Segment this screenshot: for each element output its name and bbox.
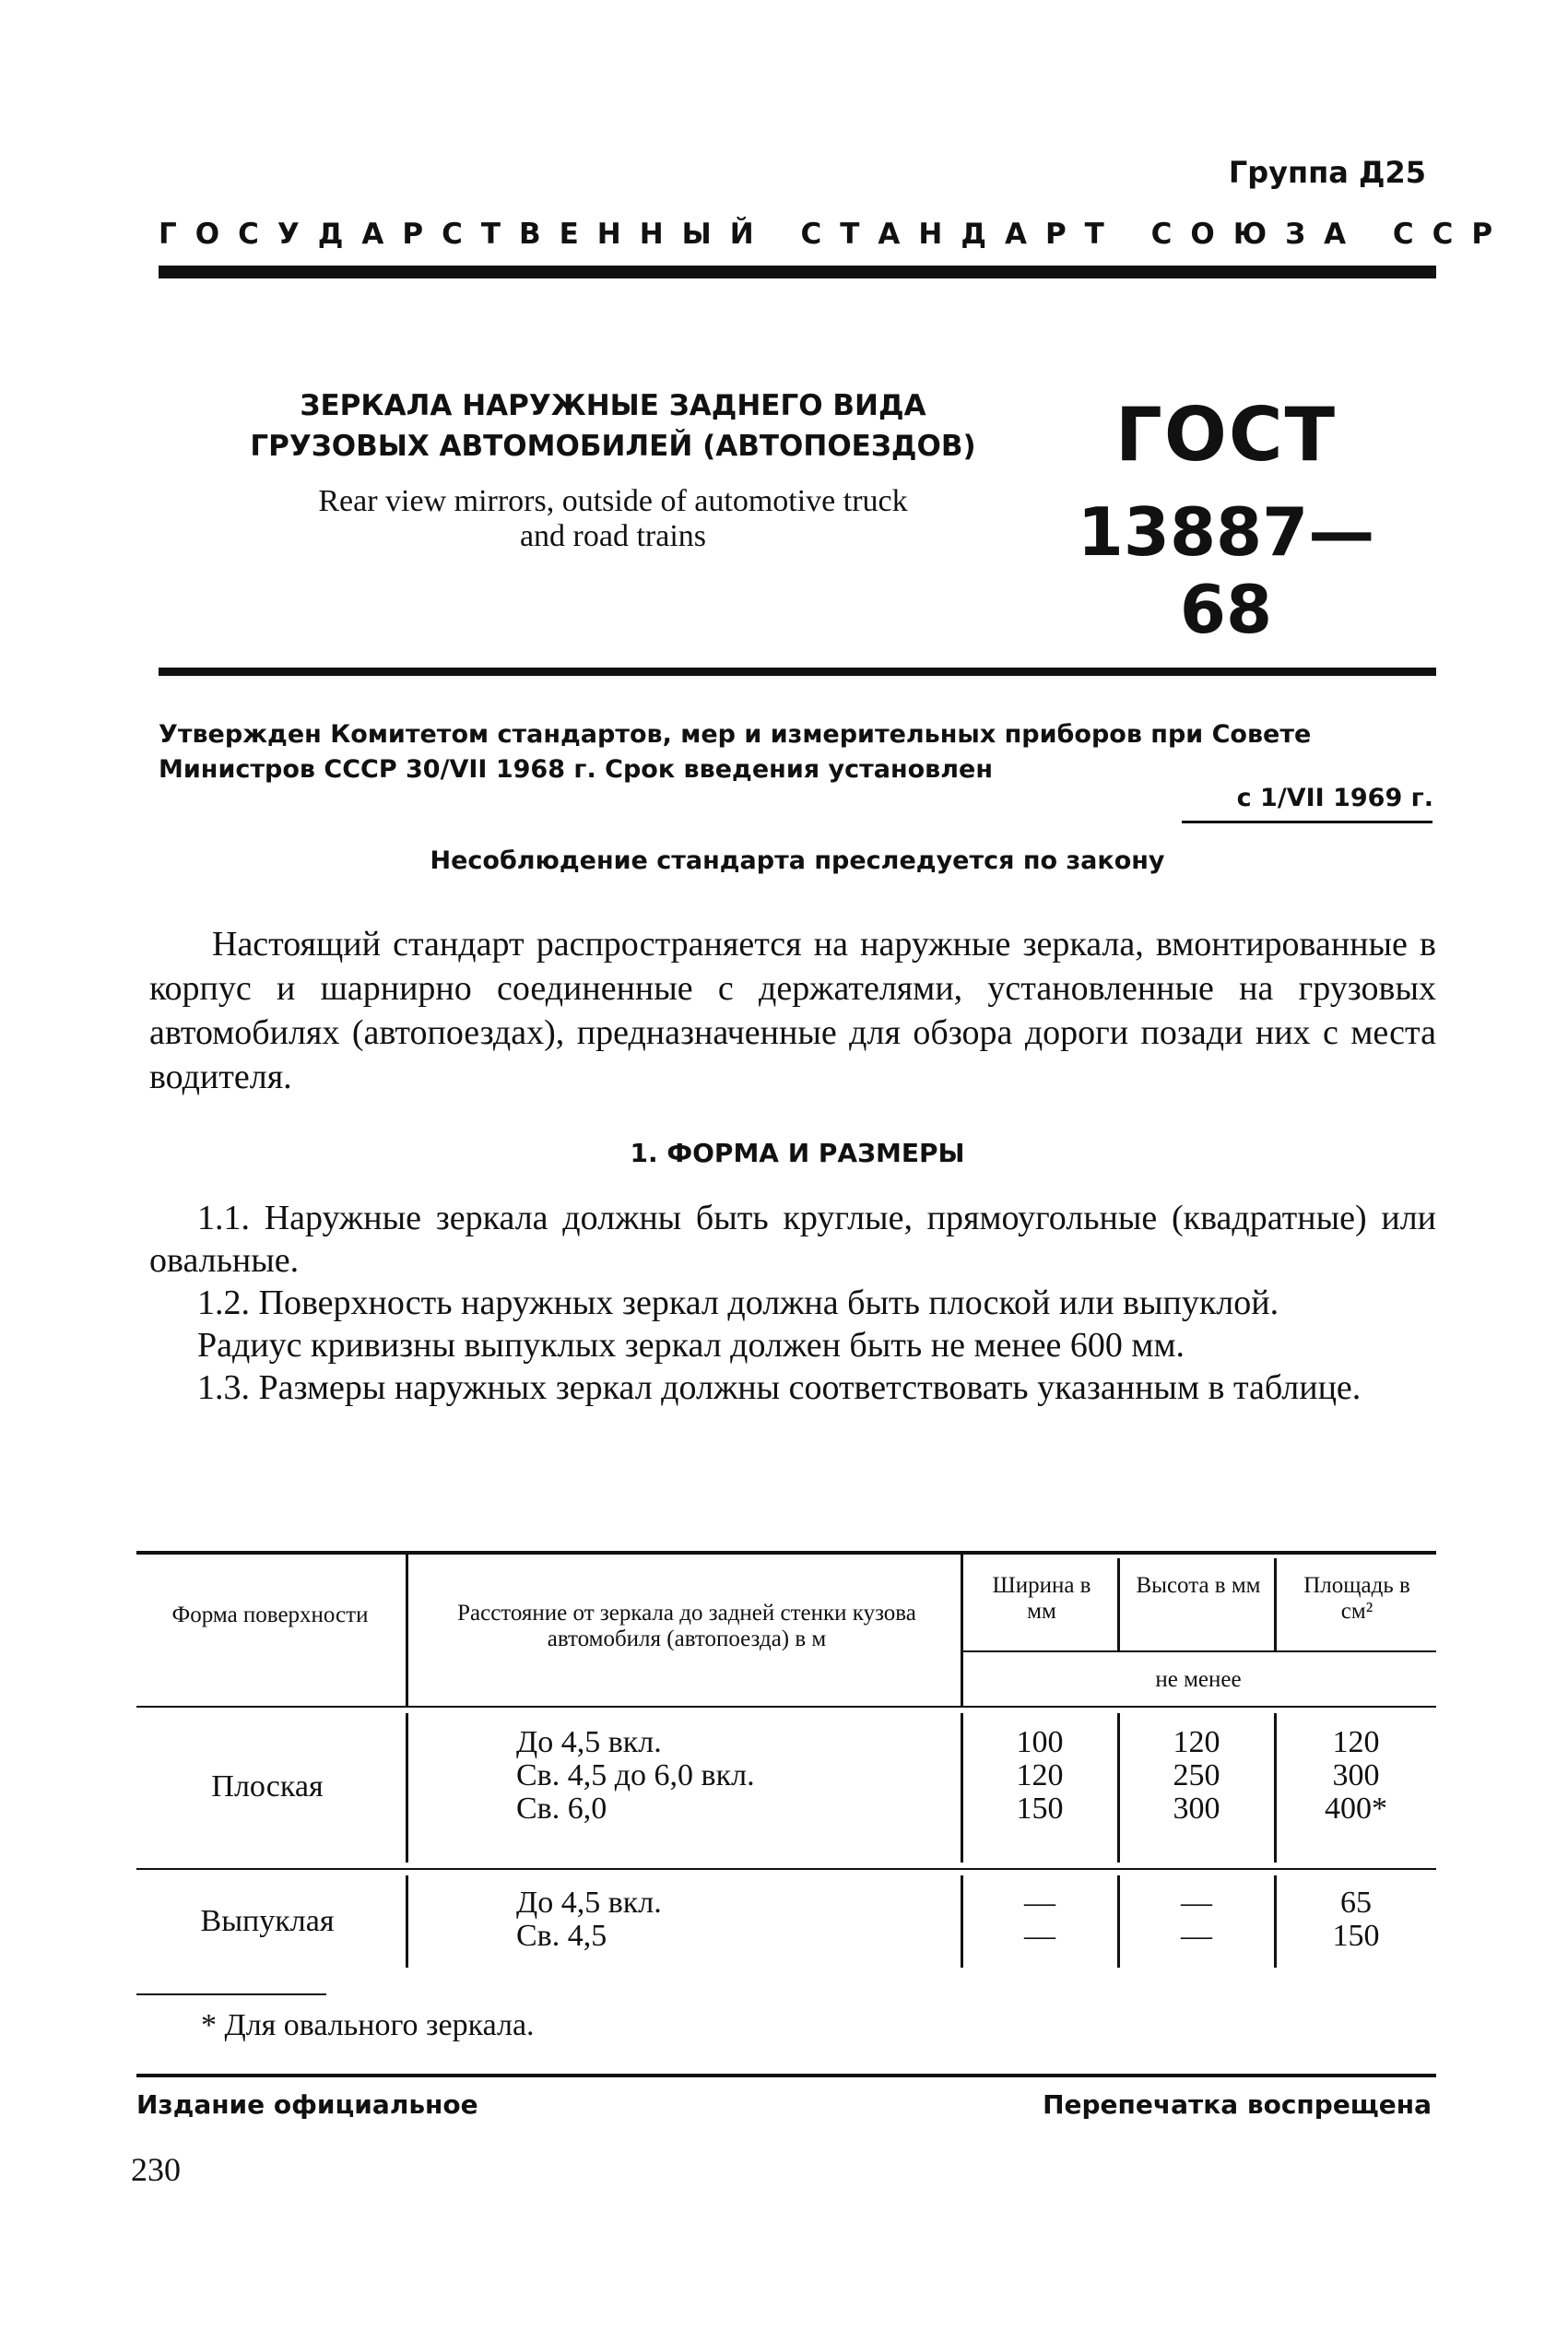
table-col-divider bbox=[406, 1713, 408, 1863]
clause-radius: Радиус кривизны выпуклых зеркал должен быть не менее 600 мм. bbox=[197, 1326, 1185, 1365]
clause-1-3: 1.3. Размеры наружных зеркал должны соответствовать указанным в таблице. bbox=[197, 1368, 1362, 1407]
table-group-rule bbox=[136, 1868, 1436, 1870]
effective-date-underline bbox=[1182, 821, 1432, 823]
group-form-convex: Выпуклая bbox=[200, 1904, 335, 1938]
area-cell: 400* bbox=[1325, 1792, 1387, 1826]
area-column bbox=[1279, 1886, 1432, 1953]
middle-rule bbox=[159, 668, 1436, 676]
clause-1-2: 1.2. Поверхность наружных зеркал должна быть плоской или выпуклой. bbox=[197, 1283, 1279, 1322]
distance-cell: Св. 4,5 до 6,0 вкл. bbox=[516, 1758, 755, 1792]
area-cell: 150 bbox=[1332, 1919, 1380, 1953]
table-col-divider bbox=[406, 1875, 408, 1968]
page-number: 230 bbox=[131, 2151, 181, 2188]
width-cell: — bbox=[1024, 1919, 1055, 1953]
height-cell: 120 bbox=[1173, 1725, 1220, 1759]
table-col-divider bbox=[1274, 1558, 1277, 1650]
intro-text: Настоящий стандарт распространяется на наружные зеркала, вмонтированные в корпус и шарнирно соединенные с держателями, установленные на грузовых автомобилях (автопоездах), предназначенные для обзора дороги позади них с места водителя. bbox=[149, 925, 1436, 1096]
state-standard-heading: ГОСУДАРСТВЕННЫЙ СТАНДАРТ СОЮЗА ССР bbox=[159, 218, 1512, 251]
distance-cell: Св. 6,0 bbox=[516, 1792, 607, 1826]
penalty-notice: Несоблюдение стандарта преследуется по закону bbox=[430, 846, 1165, 875]
height-cell: 250 bbox=[1173, 1758, 1220, 1792]
intro-paragraph bbox=[149, 922, 1436, 1099]
table-col-divider bbox=[1274, 1713, 1277, 1863]
reprint-notice: Перепечатка воспрещена bbox=[1043, 2089, 1432, 2120]
table-row bbox=[516, 1726, 940, 1826]
height-cell: — bbox=[1181, 1919, 1212, 1953]
table-header-bottom-rule bbox=[136, 1706, 1436, 1708]
width-cell: 120 bbox=[1016, 1758, 1064, 1792]
section-title: 1. ФОРМА И РАЗМЕРЫ bbox=[630, 1138, 965, 1168]
width-cell: 150 bbox=[1016, 1792, 1064, 1826]
clauses bbox=[149, 1197, 1436, 1409]
distance-cell: Св. 4,5 bbox=[516, 1919, 607, 1953]
table-col-divider bbox=[406, 1555, 408, 1706]
width-cell: — bbox=[1024, 1886, 1055, 1920]
gost-number: 13887—68 bbox=[1077, 493, 1375, 648]
area-cell: 300 bbox=[1332, 1758, 1380, 1792]
group-label: Группа Д25 bbox=[1228, 155, 1426, 190]
height-column bbox=[1123, 1726, 1270, 1826]
effective-date: с 1/VII 1969 г. bbox=[1236, 784, 1433, 812]
edition-label: Издание официальное bbox=[136, 2089, 478, 2120]
distance-cell: До 4,5 вкл. bbox=[516, 1886, 662, 1920]
table-col-divider bbox=[1274, 1875, 1277, 1968]
standard-title-ru bbox=[230, 385, 996, 467]
header-form: Форма поверхности bbox=[171, 1603, 369, 1627]
height-cell: — bbox=[1181, 1886, 1212, 1920]
table-col-divider bbox=[1117, 1713, 1120, 1863]
header-height: Высота в мм bbox=[1136, 1573, 1261, 1598]
width-column bbox=[966, 1726, 1114, 1826]
standard-title-en bbox=[230, 484, 996, 554]
header-distance: Расстояние от зеркала до задней стенки кузова автомобиля (автопоезда) в м bbox=[457, 1601, 916, 1651]
area-column bbox=[1279, 1726, 1432, 1826]
table-col-divider bbox=[961, 1555, 963, 1706]
group-form-flat: Плоская bbox=[211, 1769, 324, 1804]
table-col-divider bbox=[1117, 1558, 1120, 1650]
table-subheader-rule bbox=[962, 1650, 1436, 1652]
title-ru-line-1: ЗЕРКАЛА НАРУЖНЫЕ ЗАДНЕГО ВИДА bbox=[300, 389, 926, 422]
header-not-less: не менее bbox=[1155, 1667, 1242, 1692]
table-top-rule bbox=[136, 1551, 1436, 1555]
top-rule bbox=[159, 266, 1436, 278]
table-col-divider bbox=[961, 1713, 963, 1863]
table-row bbox=[516, 1886, 940, 1953]
area-cell: 120 bbox=[1332, 1725, 1380, 1759]
header-width: Ширина в мм bbox=[992, 1573, 1091, 1624]
title-ru-line-2: ГРУЗОВЫХ АВТОМОБИЛЕЙ (АВТОПОЕЗДОВ) bbox=[250, 430, 976, 463]
title-en-line-1: Rear view mirrors, outside of automotive truck bbox=[318, 484, 908, 518]
gost-label: ГОСТ bbox=[1114, 392, 1338, 478]
footnote: * Для овального зеркала. bbox=[201, 2008, 535, 2042]
title-en-line-2: and road trains bbox=[519, 519, 707, 553]
header-area: Площадь в см² bbox=[1303, 1573, 1410, 1624]
height-column bbox=[1123, 1886, 1270, 1953]
height-cell: 300 bbox=[1173, 1792, 1220, 1826]
width-cell: 100 bbox=[1016, 1725, 1064, 1759]
area-cell: 65 bbox=[1340, 1886, 1372, 1920]
distance-cell: До 4,5 вкл. bbox=[516, 1725, 662, 1759]
clause-1-1: 1.1. Наружные зеркала должны быть круглые, прямоугольные (квадратные) или овальные. bbox=[149, 1199, 1436, 1280]
table-col-divider bbox=[961, 1875, 963, 1968]
table-col-divider bbox=[1117, 1875, 1120, 1968]
width-column bbox=[966, 1886, 1114, 1953]
footnote-rule bbox=[136, 1993, 326, 1995]
footer-rule bbox=[136, 2074, 1436, 2077]
approval-text: Утвержден Комитетом стандартов, мер и измерительных приборов при Совете Министров СССР 30/VII 1968 г. Срок введения установлен bbox=[159, 720, 1312, 784]
